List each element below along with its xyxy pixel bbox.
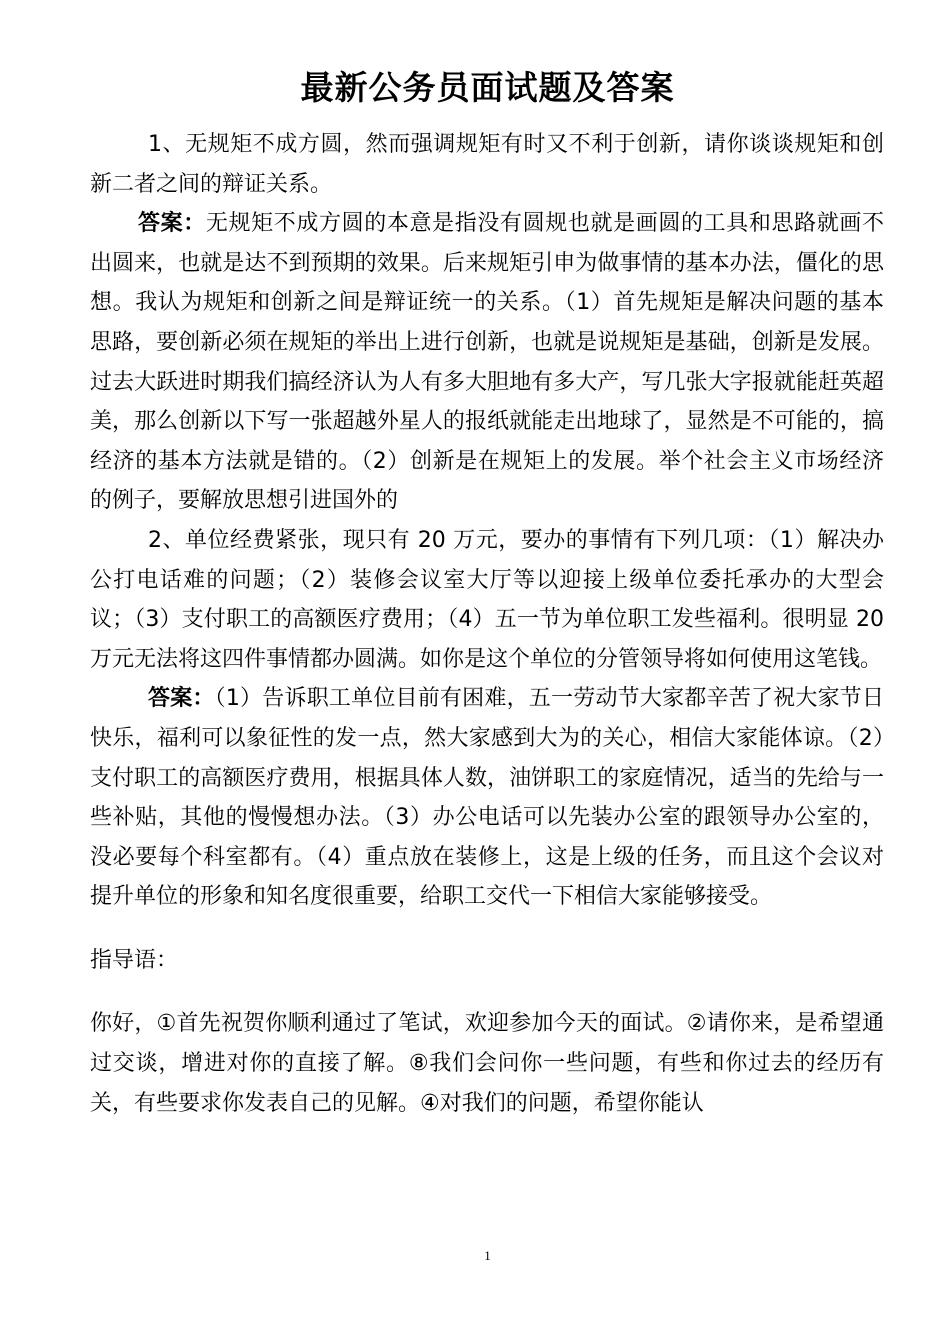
answer-2-text: （1）告诉职工单位目前有困难，五一劳动节大家都辛苦了祝大家节日快乐，福利可以象征性的发一点，然大家感到大为的关心，相信大家能体谅。（2）支付职工的高额医疗费用，根据具体人数，油饼职工的家庭情况，适当的先给与一些补贴，其他的慢慢想办法。（3）办公电话可以先装办公室的跟领导办公室的，没必要每个科室都有。（4）重点放在装修上，这是上级的任务，而且这个会议对提升单位的形象和知名度很重要，给职工交代一下相信大家能够接受。 — [90, 686, 884, 910]
question-2: 2、单位经费紧张，现只有 20 万元，要办的事情有下列几项：（1）解决办公打电话难的问题；（2）装修会议室大厅等以迎接上级单位委托承办的大型会议；（3）支付职工的高额医疗费用；（4）五一节为单位职工发些福利。很明显 20 万元无法将这四件事情都办圆满。如你是这个单位的分管领导将如何使用这笔钱。 — [90, 527, 884, 672]
answer-2 — [90, 679, 884, 917]
guide-text: 你好，①首先祝贺你顺利通过了笔试，欢迎参加今天的面试。②请你来，是希望通过交谈，增进对你的直接了解。⑧我们会问你一些问题，有些和你过去的经历有关，有些要求你发表自己的见解。④对我们的问题，希望你能认 — [90, 1011, 884, 1116]
guide-label: 指导语： — [90, 947, 179, 973]
answer-1-text: 无规矩不成方圆的本意是指没有圆规也就是画圆的工具和思路就画不出圆来，也就是达不到预期的效果。后来规矩引申为做事情的基本办法，僵化的思想。我认为规矩和创新之间是辩证统一的关系。（1）首先规矩是解决问题的基本思路，要创新必须在规矩的举出上进行创新，也就是说规矩是基础，创新是发展。过去大跃进时期我们搞经济认为人有多大胆地有多大产，写几张大字报就能赶英超美，那么创新以下写一张超越外星人的报纸就能走出地球了，显然是不可能的，搞经济的基本方法就是错的。（2）创新是在规矩上的发展。举个社会主义市场经济的例子，要解放思想引进国外的 — [90, 211, 884, 514]
answer-label: 答案： — [138, 211, 206, 237]
page-number: 1 — [484, 1248, 491, 1263]
answer-1 — [90, 204, 884, 521]
question-1: 1、无规矩不成方圆，然而强调规矩有时又不利于创新，请你谈谈规矩和创新二者之间的辩证关系。 — [90, 132, 884, 197]
document-body — [90, 125, 884, 1123]
answer-label: 答案： — [148, 686, 215, 712]
document-title: 最新公务员面试题及答案 — [300, 68, 675, 107]
